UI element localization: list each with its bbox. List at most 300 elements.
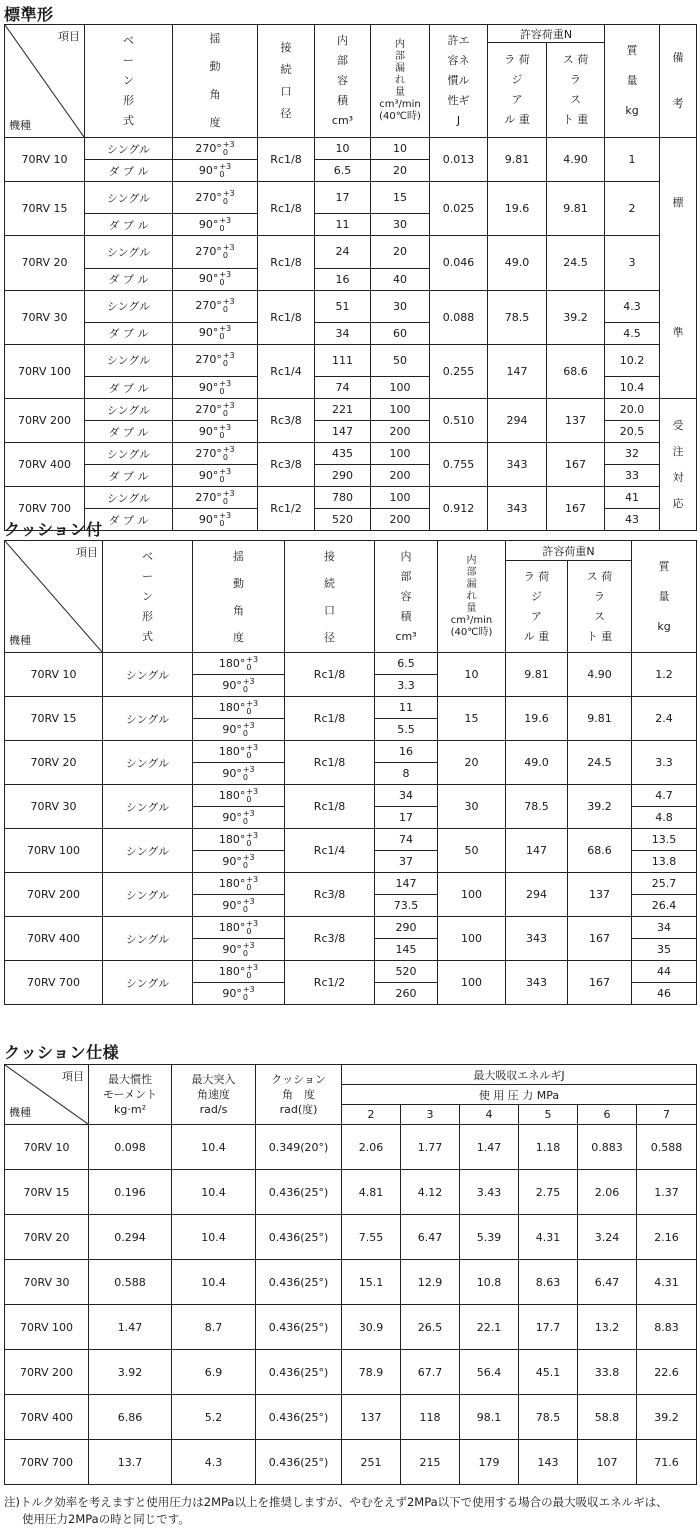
model-cell: 70RV 10 [5, 138, 85, 182]
mass-cell: 41 [605, 487, 660, 509]
angle-cell [173, 214, 258, 236]
angle-tolerance [223, 352, 235, 368]
mass-cell: 2 [605, 182, 660, 236]
volume-cell: 16 [315, 268, 371, 290]
radial-load-cell: 343 [488, 487, 547, 531]
energy-cell: 2.16 [637, 1215, 697, 1260]
pressure-header: 5 [519, 1105, 578, 1125]
header-line: れ [395, 75, 405, 86]
tolerance-lower: 0 [222, 196, 228, 206]
cushion-angle-cell: 0.349(20°) [256, 1125, 342, 1170]
port-cell: Rc1/8 [285, 741, 375, 785]
model-cell: 70RV 10 [5, 1125, 89, 1170]
radial-load-cell: 49.0 [488, 236, 547, 290]
header-line: 口 [280, 85, 292, 98]
angle-tolerance [219, 163, 231, 179]
header-line: 容 [337, 74, 348, 87]
header-line: J [456, 114, 461, 127]
leak-cell: 60 [371, 322, 430, 344]
volume-cell: 435 [315, 443, 371, 465]
angle-cell [193, 851, 285, 873]
header-line: ス [594, 609, 605, 623]
leak-cell: 20 [438, 741, 506, 785]
header-thrust [547, 43, 605, 138]
thrust-load-cell: 24.5 [547, 236, 605, 290]
header-line: 質 [658, 559, 670, 573]
mass-cell: 20.5 [605, 421, 660, 443]
mass-cell: 44 [632, 961, 697, 983]
angle-tolerance [223, 446, 235, 462]
leak-cell: 20 [371, 160, 430, 182]
angle-cell [193, 697, 285, 719]
header-line: 径 [324, 630, 335, 644]
angle-value: 90° [198, 326, 219, 340]
header-line: 内 [337, 34, 348, 47]
volume-cell: 11 [375, 697, 438, 719]
angle-cell [193, 829, 285, 851]
energy-cell: 26.5 [401, 1305, 460, 1350]
angle-value: 90° [222, 678, 242, 692]
radial-load-cell: 49.0 [506, 741, 568, 785]
table-row [5, 399, 697, 421]
angle-tolerance [219, 380, 231, 396]
max-speed-cell: 10.4 [172, 1260, 256, 1305]
angle-value: 270° [195, 490, 222, 504]
header-line: 径 [280, 107, 292, 120]
angle-value: 90° [222, 854, 242, 868]
header-line: 容 [400, 589, 412, 603]
angle-value: 90° [198, 272, 219, 285]
angle-tolerance [246, 920, 258, 936]
tolerance-upper: +3 [222, 242, 235, 252]
model-cell: 70RV 200 [5, 873, 103, 917]
header-line: cm³ [331, 114, 354, 127]
angle-tolerance [219, 512, 231, 528]
table-row [5, 829, 697, 851]
mass-cell: 33 [605, 465, 660, 487]
angle-tolerance [243, 942, 255, 958]
header-corner [5, 25, 85, 138]
tolerance-lower: 0 [246, 662, 252, 672]
volume-cell: 520 [315, 509, 371, 531]
angle-tolerance [223, 190, 235, 206]
tolerance-upper: +3 [222, 188, 235, 198]
volume-cell: 221 [315, 399, 371, 421]
angle-tolerance [243, 722, 255, 738]
tolerance-upper: +3 [246, 698, 259, 708]
energy-cell: 45.1 [519, 1350, 578, 1395]
angle-value: 90° [222, 766, 242, 780]
volume-cell: 6.5 [375, 653, 438, 675]
inertia-cell: 0.510 [430, 399, 488, 443]
header-line: kg·m² [114, 1103, 146, 1116]
cspec-header-model-label: 機種 [9, 1106, 31, 1119]
tolerance-lower: 0 [242, 948, 248, 958]
leak-cell: 10 [438, 653, 506, 697]
header-note [660, 25, 697, 138]
vane-cell: シングル [103, 653, 193, 697]
angle-tolerance [223, 141, 235, 157]
tolerance-upper: +3 [246, 918, 259, 928]
energy-cell: 39.2 [637, 1395, 697, 1440]
tolerance-lower: 0 [219, 430, 225, 440]
header-line: 容ネ [447, 54, 470, 67]
volume-cell: 17 [315, 182, 371, 214]
vane-cell: ダ ブ ル [85, 268, 173, 290]
volume-cell: 8 [375, 763, 438, 785]
tolerance-lower: 0 [222, 305, 228, 315]
mass-cell: 1 [605, 138, 660, 182]
header-load-group: 許容荷重N [488, 25, 605, 43]
header-line: 積 [337, 94, 348, 107]
leak-cell: 200 [371, 465, 430, 487]
cushion-angle-cell: 0.436(25°) [256, 1170, 342, 1215]
table-row [5, 917, 697, 939]
tolerance-lower: 0 [219, 169, 225, 179]
header-line: 漏 [466, 578, 477, 590]
angle-cell [193, 895, 285, 917]
leak-cell: 20 [371, 236, 430, 268]
energy-cell: 4.81 [342, 1170, 401, 1215]
header-line: 質 [626, 44, 638, 57]
energy-cell: 5.39 [460, 1215, 519, 1260]
angle-cell [193, 785, 285, 807]
angle-value: 180° [218, 964, 246, 978]
angle-value: 90° [222, 810, 242, 824]
model-cell: 70RV 700 [5, 961, 103, 1005]
table-row [5, 290, 697, 322]
tolerance-lower: 0 [242, 860, 248, 870]
angle-tolerance [219, 325, 231, 341]
energy-cell: 67.7 [401, 1350, 460, 1395]
tolerance-upper: +3 [246, 742, 259, 752]
energy-cell: 56.4 [460, 1350, 519, 1395]
table-row [5, 1215, 697, 1260]
tolerance-lower: 0 [242, 728, 248, 738]
header-line: 量 [466, 602, 477, 614]
angle-value: 270° [195, 244, 222, 258]
tolerance-upper: +3 [246, 654, 259, 664]
angle-value: 90° [222, 986, 242, 1000]
angle-cell [173, 236, 258, 268]
header-line: 内 [395, 39, 405, 50]
tolerance-upper: +3 [219, 510, 232, 520]
angle-tolerance [246, 744, 258, 760]
energy-cell: 143 [519, 1440, 578, 1485]
thrust-load-cell: 68.6 [568, 829, 632, 873]
angle-cell [173, 465, 258, 487]
tolerance-upper: +3 [242, 852, 255, 862]
volume-cell: 290 [375, 917, 438, 939]
max-inertia-cell: 0.098 [89, 1125, 172, 1170]
angle-cell [193, 961, 285, 983]
angle-cell [173, 160, 258, 182]
port-cell: Rc3/8 [258, 443, 315, 487]
header-line: 量 [658, 589, 670, 603]
mass-cell: 4.3 [605, 290, 660, 322]
volume-cell: 51 [315, 290, 371, 322]
tolerance-lower: 0 [246, 970, 252, 980]
port-cell: Rc1/8 [258, 138, 315, 182]
table-row [5, 487, 697, 509]
tolerance-upper: +3 [246, 786, 259, 796]
angle-cell [173, 322, 258, 344]
thrust-load-cell: 137 [547, 399, 605, 443]
tolerance-upper: +3 [246, 874, 259, 884]
radial-load-cell: 147 [506, 829, 568, 873]
header-line: ル 重 [523, 629, 550, 643]
model-cell: 70RV 700 [5, 487, 85, 531]
table-row [5, 653, 697, 675]
header-line: 形 [123, 94, 134, 107]
angle-value: 270° [195, 141, 222, 155]
leak-cell: 40 [371, 268, 430, 290]
vane-cell: シングル [103, 961, 193, 1005]
angle-cell [193, 873, 285, 895]
port-cell: Rc1/8 [258, 182, 315, 236]
inertia-cell: 0.088 [430, 290, 488, 344]
tolerance-lower: 0 [246, 794, 252, 804]
max-speed-cell: 6.9 [172, 1350, 256, 1395]
table-row [5, 182, 697, 214]
port-cell: Rc1/8 [258, 290, 315, 344]
table-row [5, 785, 697, 807]
header-line: 慣ル [447, 74, 470, 87]
table-row [5, 1440, 697, 1485]
energy-cell: 1.37 [637, 1170, 697, 1215]
volume-cell: 145 [375, 939, 438, 961]
angle-value: 180° [218, 656, 246, 670]
cushion-header-corner [5, 541, 103, 653]
angle-value: 90° [198, 380, 219, 394]
header-line: ベ [142, 549, 153, 563]
table-row [5, 1170, 697, 1215]
vane-cell: ダ ブ ル [85, 465, 173, 487]
tolerance-upper: +3 [222, 444, 235, 454]
vane-cell: ダ ブ ル [85, 214, 173, 236]
angle-tolerance [246, 788, 258, 804]
tolerance-lower: 0 [222, 452, 228, 462]
energy-cell: 0.588 [637, 1125, 697, 1170]
angle-tolerance [243, 678, 255, 694]
header-line: 部 [395, 51, 405, 62]
header-line: ジ [531, 589, 542, 603]
energy-cell: 3.24 [578, 1215, 637, 1260]
angle-value: 180° [218, 876, 246, 890]
model-cell: 70RV 200 [5, 399, 85, 443]
tolerance-lower: 0 [219, 474, 225, 484]
tolerance-lower: 0 [222, 359, 228, 369]
radial-load-cell: 78.5 [488, 290, 547, 344]
energy-cell: 71.6 [637, 1440, 697, 1485]
tolerance-lower: 0 [242, 904, 248, 914]
energy-cell: 179 [460, 1440, 519, 1485]
pressure-header: 2 [342, 1105, 401, 1125]
port-cell: Rc1/2 [258, 487, 315, 531]
energy-cell: 22.1 [460, 1305, 519, 1350]
mass-cell: 10.4 [605, 377, 660, 399]
leak-cell: 100 [438, 873, 506, 917]
header-line: 角 度 [282, 1088, 315, 1101]
cushion-angle-cell: 0.436(25°) [256, 1440, 342, 1485]
angle-value: 270° [195, 299, 222, 313]
header-line: ト 重 [586, 629, 613, 643]
angle-cell [173, 443, 258, 465]
angle-cell [173, 377, 258, 399]
cushion-angle-cell: 0.436(25°) [256, 1305, 342, 1350]
standard-spec-table [4, 24, 697, 531]
header-line: ラ [594, 589, 605, 603]
max-speed-cell: 10.4 [172, 1170, 256, 1215]
mass-cell: 1.2 [632, 653, 697, 697]
vane-cell: ダ ブ ル [85, 322, 173, 344]
header-line: ス [570, 93, 581, 107]
header-line: cm³/min [450, 614, 493, 626]
header-line: モーメント [102, 1088, 157, 1101]
tolerance-lower: 0 [222, 496, 228, 506]
energy-cell: 251 [342, 1440, 401, 1485]
angle-value: 90° [198, 163, 219, 177]
angle-cell [193, 983, 285, 1005]
cushion-header-model-label: 機種 [9, 634, 31, 647]
vane-cell: シングル [103, 829, 193, 873]
volume-cell: 24 [315, 236, 371, 268]
header-line: ー [142, 569, 153, 583]
angle-value: 180° [218, 788, 246, 802]
model-cell: 70RV 20 [5, 741, 103, 785]
vane-cell: シングル [103, 741, 193, 785]
header-line: 続 [324, 576, 335, 590]
header-line: 内 [400, 549, 412, 563]
thrust-load-cell: 4.90 [568, 653, 632, 697]
angle-cell [173, 399, 258, 421]
header-line: 部 [400, 569, 412, 583]
volume-cell: 3.3 [375, 675, 438, 697]
table-row [5, 1395, 697, 1440]
energy-cell: 12.9 [401, 1260, 460, 1305]
energy-cell: 15.1 [342, 1260, 401, 1305]
remark-char: 受 [672, 418, 684, 432]
port-cell: Rc1/8 [285, 653, 375, 697]
cspec-header-cushion-angle [256, 1065, 342, 1125]
cushion-header-radial [506, 561, 568, 653]
header-line: 性ギ [447, 94, 470, 107]
header-line: 度 [233, 630, 244, 644]
volume-cell: 73.5 [375, 895, 438, 917]
tolerance-upper: +3 [242, 676, 255, 686]
tolerance-upper: +3 [219, 466, 232, 476]
cspec-header-energy-group: 最大吸収エネルギJ [342, 1065, 697, 1085]
table-row [5, 1350, 697, 1395]
header-line: ス 荷 [562, 53, 589, 67]
angle-tolerance [223, 402, 235, 418]
header-line: 接 [280, 41, 292, 54]
header-line: 角 [233, 603, 244, 617]
header-line: ル 重 [504, 113, 530, 127]
energy-cell: 215 [401, 1440, 460, 1485]
footnote-line-1: 注)トルク効率を考えますと使用圧力は2MPa以上を推奨しますが、やむをえず2MPa以下で使用する場合の最大吸収エネルギは、 [4, 1495, 668, 1509]
header-line: れ [466, 590, 477, 602]
thrust-load-cell: 68.6 [547, 344, 605, 398]
energy-cell: 8.83 [637, 1305, 697, 1350]
remark-char: 対 [672, 470, 684, 484]
volume-cell: 147 [375, 873, 438, 895]
remark-char: 標 [672, 196, 684, 209]
model-cell: 70RV 200 [5, 1350, 89, 1395]
header-line: ジ [511, 73, 523, 87]
inertia-cell: 0.013 [430, 138, 488, 182]
energy-cell: 137 [342, 1395, 401, 1440]
vane-cell: シングル [103, 917, 193, 961]
angle-cell [193, 653, 285, 675]
cspec-header-max-speed [172, 1065, 256, 1125]
model-cell: 70RV 15 [5, 1170, 89, 1215]
port-cell: Rc1/4 [258, 344, 315, 398]
thrust-load-cell: 167 [547, 487, 605, 531]
radial-load-cell: 9.81 [506, 653, 568, 697]
mass-cell: 3.3 [632, 741, 697, 785]
angle-cell [173, 344, 258, 376]
port-cell: Rc3/8 [285, 917, 375, 961]
port-cell: Rc1/2 [285, 961, 375, 1005]
tolerance-upper: +3 [242, 940, 255, 950]
max-inertia-cell: 0.588 [89, 1260, 172, 1305]
standard-section-title: 標準形 [4, 5, 54, 24]
header-line: 接 [324, 549, 335, 563]
remark-char: 応 [672, 496, 684, 510]
model-cell: 70RV 400 [5, 443, 85, 487]
header-line: 量 [626, 74, 638, 87]
header-line: 揺 [233, 549, 244, 563]
model-cell: 70RV 400 [5, 917, 103, 961]
energy-cell: 4.31 [637, 1260, 697, 1305]
leak-cell: 30 [438, 785, 506, 829]
cushion-header-angle [193, 541, 285, 653]
angle-value: 180° [218, 920, 246, 934]
leak-cell: 30 [371, 290, 430, 322]
mass-cell: 43 [605, 509, 660, 531]
angle-value: 90° [222, 942, 242, 956]
header-inertia [430, 25, 488, 138]
header-line: 度 [209, 116, 221, 129]
volume-cell: 11 [315, 214, 371, 236]
energy-cell: 4.31 [519, 1215, 578, 1260]
energy-cell: 98.1 [460, 1395, 519, 1440]
thrust-load-cell: 167 [547, 443, 605, 487]
tolerance-upper: +3 [242, 896, 255, 906]
pressure-header: 6 [578, 1105, 637, 1125]
header-line: 式 [142, 629, 153, 643]
tolerance-upper: +3 [242, 720, 255, 730]
model-cell: 70RV 30 [5, 785, 103, 829]
leak-cell: 200 [371, 509, 430, 531]
tolerance-upper: +3 [222, 139, 235, 149]
vane-cell: シングル [103, 697, 193, 741]
table-row [5, 961, 697, 983]
tolerance-upper: +3 [242, 764, 255, 774]
vane-cell: シングル [85, 399, 173, 421]
header-line: cm³ [395, 629, 417, 643]
cushion-header-mass [632, 541, 697, 653]
angle-value: 180° [218, 700, 246, 714]
cushion-header-vane [103, 541, 193, 653]
header-line: cm³/min [379, 99, 421, 110]
vane-cell: シングル [85, 236, 173, 268]
volume-cell: 74 [375, 829, 438, 851]
model-cell: 70RV 30 [5, 1260, 89, 1305]
energy-cell: 6.47 [578, 1260, 637, 1305]
tolerance-lower: 0 [219, 518, 225, 528]
